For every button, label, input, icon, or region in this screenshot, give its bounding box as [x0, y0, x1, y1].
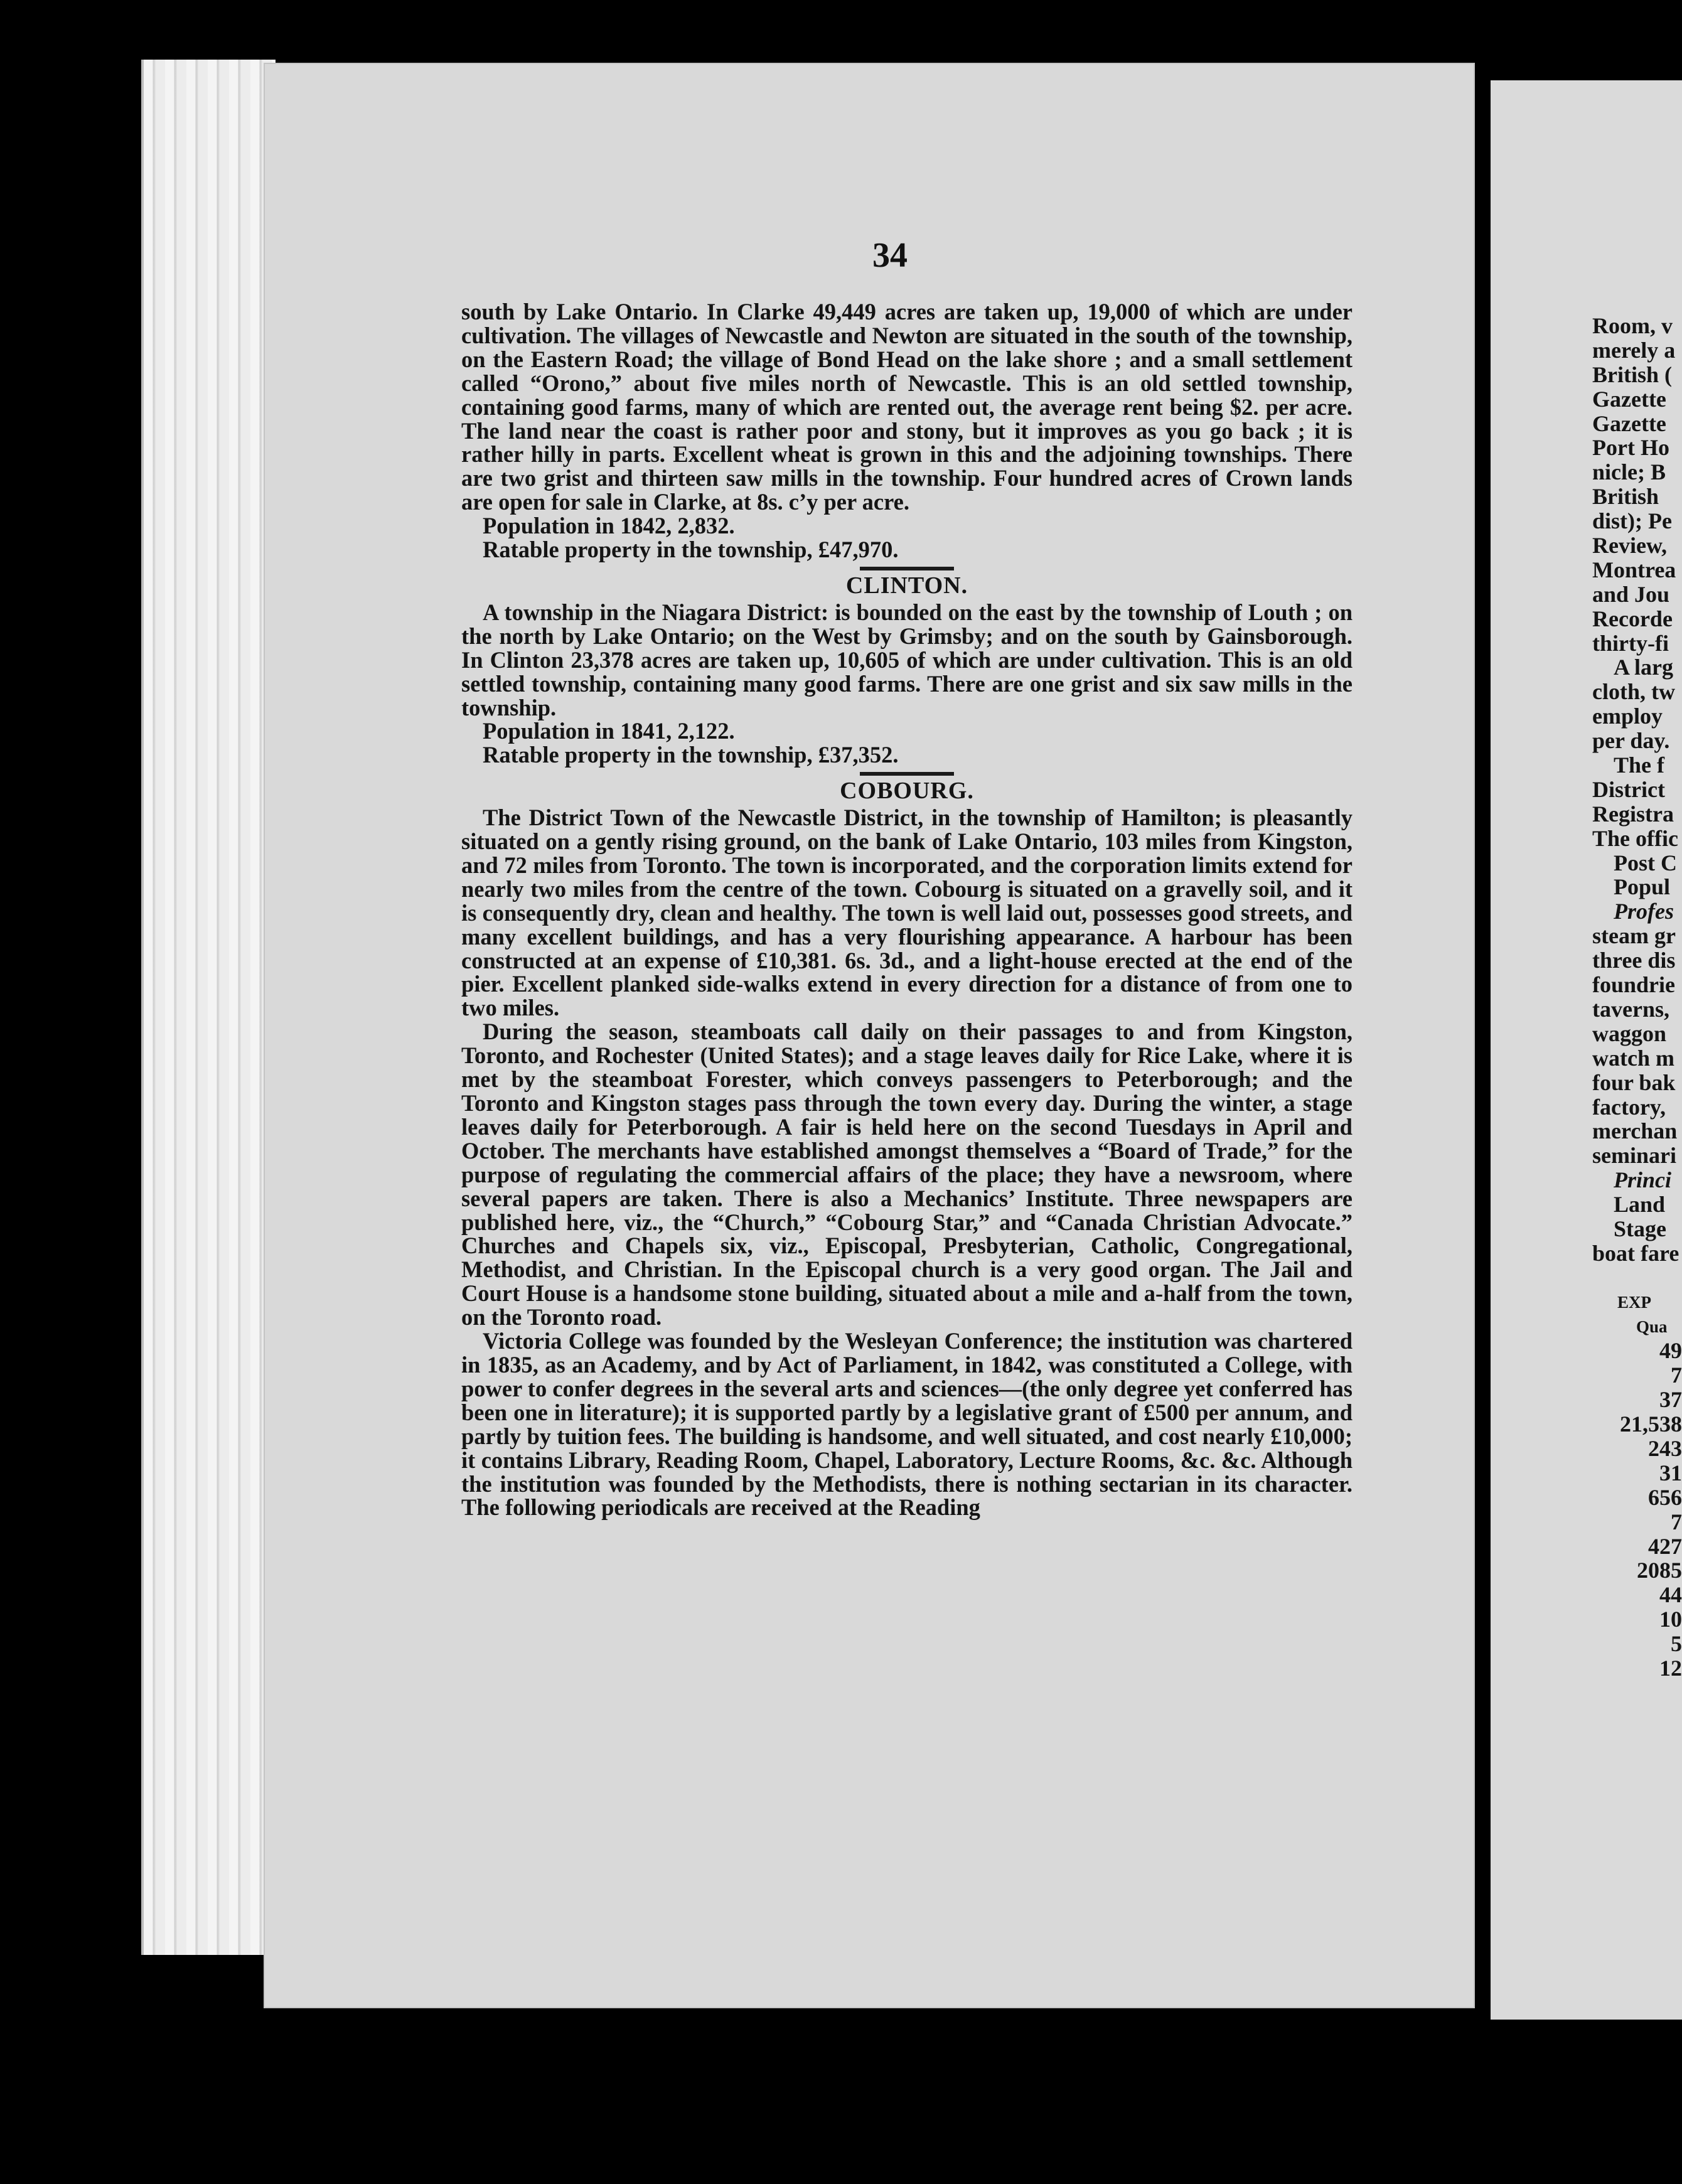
clinton-heading: CLINTON. — [845, 572, 968, 599]
right-page-line: taverns, — [1592, 996, 1669, 1022]
right-page-line: and Jou — [1592, 581, 1670, 607]
right-page-line: thirty-fi — [1592, 630, 1669, 656]
right-page-line: steam gr — [1592, 923, 1676, 949]
right-page-line: nicle; B — [1592, 459, 1666, 485]
intro-population: Population in 1842, 2,832. — [483, 513, 735, 539]
cobourg-paragraph-1: The District Town of the Newcastle District, in the township of Hamilton; is pleasantly situated on a gently rising ground, on the bank of Lake Ontario, 103 miles from Kingston, and 72 miles from Toronto. The town is incorporated, and the corporation limits extend for nearly two miles from the centre of the town. Cobourg is situated on a gravelly soil, and it is consequently dry, clean and healthy. The town is well laid out, possesses good streets, and many excellent buildings, and has a very flourishing appearance. A harbour has been constructed at an expense of £10,381. 6s. 3d., and a light-house erected at the end of the pier. Excellent planked side-walks extend in every direction for a distance of from one to two miles. — [461, 805, 1353, 1021]
right-page-line: cloth, tw — [1592, 679, 1675, 705]
intro-property: Ratable property in the township, £47,970. — [483, 537, 899, 563]
right-page-line: 427 — [1648, 1533, 1682, 1559]
cobourg-paragraph-2: During the season, steamboats call daily on their passages to and from Kingston, Toronto, and Rochester (United States); and a stage leaves daily for Rice Lake, where it is met by the steamboat Forester, which conveys passengers to Peterborough; and the Toronto and Kingston stages pass through the town every day. During the winter, a stage leaves daily for Peterborough. A fair is held here on the second Tuesdays in April and October. The merchants have established amongst themselves a “Board of Trade,” for the purpose of regulating the commercial affairs of the place; they have a newsroom, where several papers are taken. There is also a Mechanics’ Institute. Three newspapers are published here, viz., the “Church,” “Cobourg Star,” and “Canada Christian Advocate.” Churches and Chapels six, viz., Episcopal, Presbyterian, Catholic, Congregational, Methodist, and Christian. In the Episcopal church is a very good organ. The Jail and Court House is a handsome stone building, situated about a mile and a-half from the town, on the Toronto road. — [461, 1019, 1353, 1330]
right-page-line — [1592, 1266, 1682, 1290]
right-page-line: 7 — [1671, 1509, 1682, 1534]
right-page-line: dist); Pe — [1592, 508, 1672, 534]
right-page-line: merely a — [1592, 337, 1676, 363]
right-page-line: Gazette — [1592, 386, 1666, 412]
right-page-line: Post C — [1614, 850, 1677, 875]
right-page-line: Montrea — [1592, 557, 1676, 582]
clinton-population: Population in 1841, 2,122. — [483, 718, 735, 744]
right-page-text — [1592, 314, 1682, 1681]
right-page-line: watch m — [1592, 1045, 1674, 1071]
right-page-line: 31 — [1659, 1460, 1682, 1485]
right-page-line: 37 — [1659, 1387, 1682, 1413]
right-page-line: per day. — [1592, 728, 1670, 754]
intro-paragraph: south by Lake Ontario. In Clarke 49,449 acres are taken up, 19,000 of which are under cultivation. The villages of Newcastle and Newton are situated in the south of the township, on the Eastern Road; the village of Bond Head on the lake shore ; and a small settlement called “Orono,” about five miles north of Newcastle. This is an old settled township, containing good farms, many of which are rented out, the average rent being $2. per acre. The land near the coast is rather poor and stony, but it improves as you go back ; it is rather hilly in parts. Excellent wheat is grown in this and the adjoining townships. There are two grist and thirteen saw mills in the township. Four hundred acres of Crown lands are open for sale in Clarke, at 8s. c’y per acre. — [461, 299, 1353, 515]
right-page-line: EXP — [1617, 1292, 1651, 1312]
right-page-line: 10 — [1659, 1607, 1682, 1632]
right-page-line: District — [1592, 776, 1665, 802]
cobourg-heading: COBOURG. — [840, 778, 974, 805]
right-page-line: 44 — [1659, 1582, 1682, 1608]
main-text-column — [461, 300, 1353, 1519]
right-page-line: factory, — [1592, 1094, 1666, 1120]
right-page-line: Gazette — [1592, 410, 1666, 436]
right-page-line: 7 — [1671, 1362, 1682, 1388]
right-page-line: Review, — [1592, 533, 1667, 559]
right-page-line: four bak — [1592, 1069, 1676, 1095]
right-page-line: Recorde — [1592, 606, 1673, 631]
right-page-line: Qua — [1636, 1317, 1668, 1336]
clinton-property: Ratable property in the township, £37,352. — [483, 742, 899, 768]
right-page-line: A larg — [1614, 655, 1673, 680]
right-page-line: Stage — [1614, 1216, 1666, 1241]
right-page-line: 5 — [1671, 1631, 1682, 1657]
right-page-line: 49 — [1659, 1338, 1682, 1364]
right-page-line: The offic — [1592, 825, 1678, 851]
right-page-line: seminari — [1592, 1143, 1676, 1169]
right-page-line: The f — [1614, 752, 1664, 778]
right-page-line: foundrie — [1592, 972, 1676, 998]
right-page-line: merchan — [1592, 1118, 1678, 1144]
right-page-line: employ — [1592, 704, 1663, 729]
right-page-line: British ( — [1592, 361, 1673, 387]
right-page-line: Popul — [1614, 874, 1671, 900]
clinton-paragraph: A township in the Niagara District: is bounded on the east by the township of Louth ; on the north by Lake Ontario; on the West by Grimsby; and on the south by Gainsborough. In Clinton 23,378 acres are taken up, 10,605 of which are under cultivation. This is an old settled township, containing many good farms. There are one grist and six saw mills in the township. — [461, 599, 1353, 720]
right-page-line: 656 — [1648, 1484, 1682, 1510]
right-page-line: Registra — [1592, 801, 1674, 827]
right-page-line: Room, v — [1592, 314, 1673, 338]
right-page-line: Port Ho — [1592, 435, 1669, 461]
right-page-line: 243 — [1648, 1435, 1682, 1461]
right-page-line: 2085 — [1637, 1558, 1682, 1583]
cobourg-paragraph-3: Victoria College was founded by the Wesleyan Conference; the institution was chartered in 1835, as an Academy, and by Act of Parliament, in 1842, was constituted a College, with power to confer degrees in the several arts and sciences—(the only degree yet conferred has been one in literature); it is supported partly by a legislative grant of £500 per annum, and partly by tuition fees. The building is handsome, and well situated, and cost nearly £10,000; it contains Library, Reading Room, Chapel, Laboratory, Lecture Rooms, &c. &c. Although the institution was founded by the Methodists, there is nothing sectarian in its character. The following periodicals are received at the Reading — [461, 1328, 1353, 1521]
right-page-line: 21,538 — [1620, 1411, 1682, 1437]
right-page-line: waggon — [1592, 1020, 1667, 1046]
right-page-line: British — [1592, 484, 1659, 510]
right-page-line: Profes — [1614, 899, 1674, 924]
page-number: 34 — [872, 236, 908, 275]
right-page-line: Land — [1614, 1192, 1666, 1218]
right-page-line: 12 — [1659, 1655, 1682, 1681]
right-page-line: Princi — [1614, 1167, 1672, 1193]
section-divider — [860, 567, 954, 570]
right-page-line: three dis — [1592, 948, 1676, 973]
page-edges — [141, 60, 276, 1955]
section-divider — [860, 772, 954, 776]
right-page-line: boat fare — [1592, 1240, 1679, 1266]
